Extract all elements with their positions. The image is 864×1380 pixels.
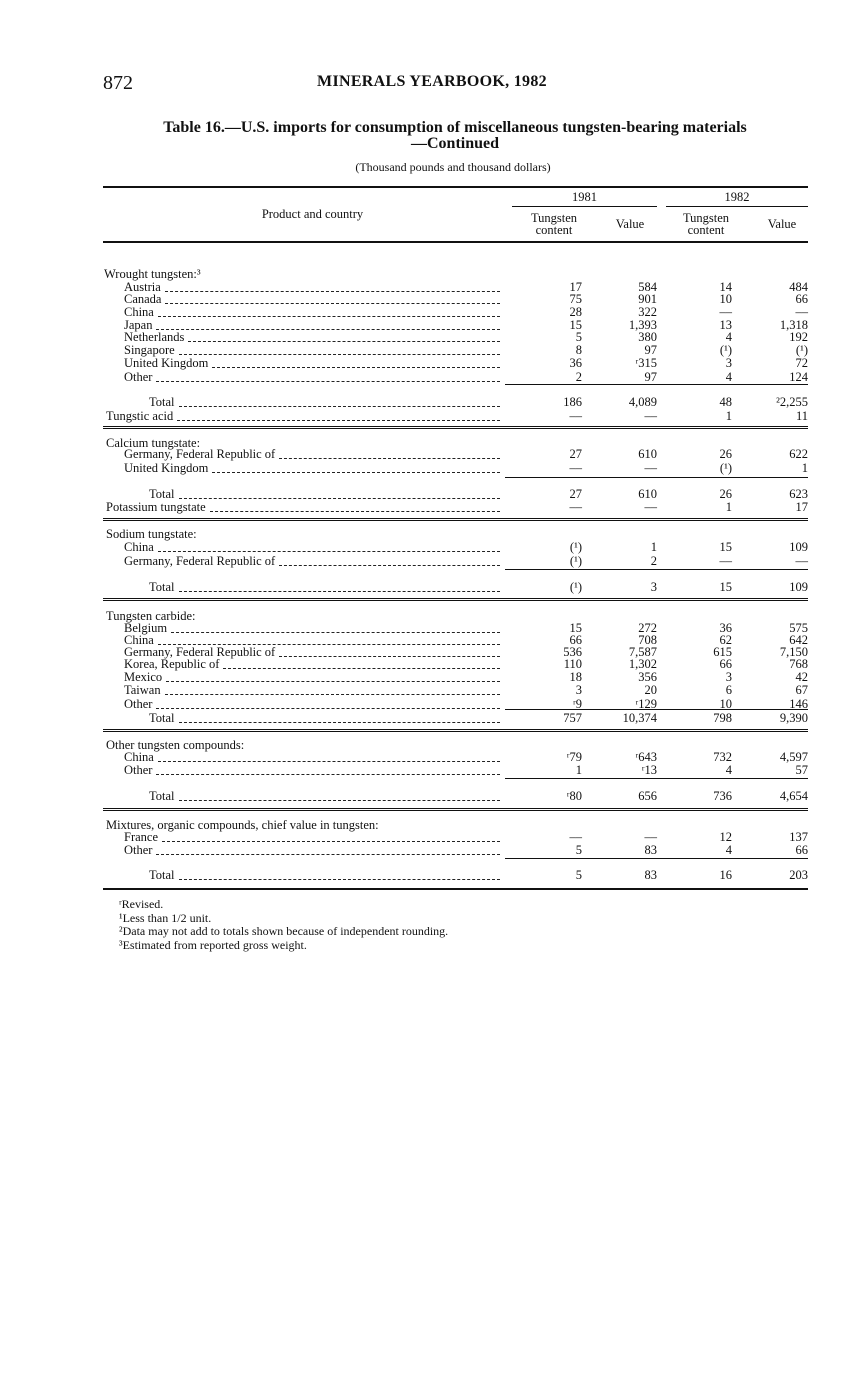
dot-leader bbox=[165, 303, 500, 304]
cell-c1: –– bbox=[569, 409, 582, 423]
table-rule bbox=[103, 808, 808, 811]
header-content-label: content bbox=[687, 223, 725, 237]
row-label: Wrought tungsten:³ bbox=[104, 267, 201, 281]
cell-c2: 97 bbox=[644, 370, 657, 384]
cell-c2: 380 bbox=[638, 330, 657, 344]
header-tungsten-content-1981 bbox=[512, 212, 596, 236]
row-label: Calcium tungstate: bbox=[106, 436, 201, 450]
cell-c1: –– bbox=[569, 461, 582, 475]
dot-leader bbox=[279, 656, 500, 657]
cell-c1: 5 bbox=[575, 868, 582, 882]
cell-c1: ʳ9 bbox=[573, 697, 582, 711]
cell-c2: 356 bbox=[638, 670, 657, 684]
cell-c3: 732 bbox=[713, 750, 732, 764]
dot-leader bbox=[171, 632, 500, 633]
row-label: Canada bbox=[124, 292, 162, 306]
dot-leader bbox=[179, 354, 500, 355]
cell-c3: –– bbox=[719, 305, 732, 319]
footnote-2: ²Data may not add to totals shown because of independent rounding. bbox=[119, 924, 449, 938]
cell-c3: 4 bbox=[725, 370, 732, 384]
table-rule bbox=[103, 426, 808, 429]
rule-top bbox=[103, 186, 808, 188]
cell-c2: 1,302 bbox=[628, 657, 657, 671]
cell-c1: 17 bbox=[569, 280, 582, 294]
cell-c4: 66 bbox=[795, 292, 808, 306]
cell-c4: 67 bbox=[795, 683, 808, 697]
row-label: Total bbox=[149, 868, 175, 882]
cell-c1: (¹) bbox=[569, 554, 582, 568]
cell-c4: 9,390 bbox=[779, 711, 808, 725]
cell-c4: 642 bbox=[789, 633, 808, 647]
cell-c2: 610 bbox=[638, 447, 657, 461]
dot-leader bbox=[279, 565, 500, 566]
cell-c3: 48 bbox=[719, 395, 732, 409]
dot-leader bbox=[158, 316, 500, 317]
cell-c2: 4,089 bbox=[628, 395, 657, 409]
table-row bbox=[0, 371, 864, 384]
row-label: Tungstic acid bbox=[106, 409, 174, 423]
cell-c4: 1,318 bbox=[779, 318, 808, 332]
table-title-line2: —Continued bbox=[410, 135, 500, 152]
cell-c2: 83 bbox=[644, 868, 657, 882]
dot-leader bbox=[165, 694, 500, 695]
dot-leader bbox=[179, 498, 500, 499]
dot-leader bbox=[212, 367, 500, 368]
footnote-revised: ʳRevised. bbox=[119, 897, 164, 911]
cell-c1: (¹) bbox=[569, 540, 582, 554]
cell-c2: –– bbox=[644, 409, 657, 423]
cell-c1: 75 bbox=[569, 292, 582, 306]
dot-leader bbox=[179, 722, 500, 723]
cell-c4: 7,150 bbox=[779, 645, 808, 659]
cell-c2: 322 bbox=[638, 305, 657, 319]
cell-c3: 1 bbox=[725, 409, 732, 423]
cell-c2: 656 bbox=[638, 789, 657, 803]
table-row bbox=[0, 448, 864, 461]
footnote-3: ³Estimated from reported gross weight. bbox=[119, 937, 307, 952]
row-label: Germany, Federal Republic of bbox=[124, 447, 276, 461]
table-rule bbox=[103, 888, 808, 890]
row-label: Netherlands bbox=[124, 330, 185, 344]
table-title bbox=[100, 120, 810, 152]
row-label: China bbox=[124, 540, 154, 554]
cell-c1: 28 bbox=[569, 305, 582, 319]
table-rule bbox=[505, 709, 808, 710]
cell-c3: 4 bbox=[725, 843, 732, 857]
table-rule bbox=[505, 569, 808, 570]
cell-c1: ʳ80 bbox=[566, 789, 582, 803]
cell-c4: 137 bbox=[789, 830, 808, 844]
cell-c4: 203 bbox=[789, 868, 808, 882]
dot-leader bbox=[162, 841, 500, 842]
cell-c1: 27 bbox=[569, 447, 582, 461]
cell-c1: 3 bbox=[575, 683, 582, 697]
dot-leader bbox=[156, 708, 500, 709]
cell-c3: 13 bbox=[719, 318, 732, 332]
row-label: Belgium bbox=[124, 621, 168, 635]
table-row bbox=[0, 869, 864, 882]
dot-leader bbox=[210, 511, 500, 512]
rule-1982 bbox=[666, 206, 808, 207]
cell-c4: 109 bbox=[789, 580, 808, 594]
cell-c2: 10,374 bbox=[622, 711, 657, 725]
cell-c2: –– bbox=[644, 461, 657, 475]
row-label: China bbox=[124, 305, 154, 319]
row-label: Other tungsten compounds: bbox=[106, 738, 245, 752]
cell-c2: ʳ315 bbox=[635, 356, 657, 370]
cell-c1: 27 bbox=[569, 487, 582, 501]
cell-c4: 42 bbox=[795, 670, 808, 684]
table-row bbox=[0, 555, 864, 568]
cell-c1: –– bbox=[569, 830, 582, 844]
cell-c2: 3 bbox=[650, 580, 657, 594]
row-label: Mexico bbox=[124, 670, 163, 684]
row-label: Other bbox=[124, 843, 153, 857]
rule-header-bottom bbox=[103, 241, 808, 243]
table-title-line1: Table 16.—U.S. imports for consumption of miscellaneous tungsten-bearing materials bbox=[163, 119, 747, 136]
cell-c2: 901 bbox=[638, 292, 657, 306]
header-tungsten-label: Tungsten bbox=[682, 211, 730, 225]
cell-c4: (¹) bbox=[795, 343, 808, 357]
dot-leader bbox=[223, 668, 500, 669]
page-number: 872 bbox=[103, 72, 133, 94]
cell-c3: 10 bbox=[719, 292, 732, 306]
row-label: Germany, Federal Republic of bbox=[124, 554, 276, 568]
cell-c3: (¹) bbox=[719, 343, 732, 357]
cell-c4: 66 bbox=[795, 843, 808, 857]
cell-c2: –– bbox=[644, 500, 657, 514]
cell-c2: ʳ643 bbox=[635, 750, 657, 764]
header-product-country: Product and country bbox=[261, 207, 364, 221]
cell-c2: 272 bbox=[638, 621, 657, 635]
dot-leader bbox=[156, 854, 500, 855]
dot-leader bbox=[179, 800, 500, 801]
row-label: Other bbox=[124, 370, 153, 384]
cell-c3: 736 bbox=[713, 789, 732, 803]
dot-leader bbox=[158, 761, 500, 762]
dot-leader bbox=[179, 406, 500, 407]
rule-1981 bbox=[512, 206, 657, 207]
cell-c4: 623 bbox=[789, 487, 808, 501]
cell-c3: –– bbox=[719, 554, 732, 568]
dot-leader bbox=[165, 291, 500, 292]
table-rule bbox=[103, 518, 808, 521]
cell-c2: 20 bbox=[644, 683, 657, 697]
cell-c4: 146 bbox=[789, 697, 808, 711]
header-value-1982: Value bbox=[767, 217, 797, 231]
cell-c3: 66 bbox=[719, 657, 732, 671]
cell-c2: 7,587 bbox=[628, 645, 657, 659]
table-row bbox=[0, 501, 864, 514]
cell-c4: 768 bbox=[789, 657, 808, 671]
cell-c2: ʳ13 bbox=[641, 763, 657, 777]
row-label: China bbox=[124, 750, 154, 764]
dot-leader bbox=[158, 551, 500, 552]
cell-c4: 575 bbox=[789, 621, 808, 635]
row-label: Total bbox=[149, 789, 175, 803]
row-label: Total bbox=[149, 580, 175, 594]
row-label: Total bbox=[149, 487, 175, 501]
cell-c3: 14 bbox=[719, 280, 732, 294]
row-label: Total bbox=[149, 711, 175, 725]
cell-c3: 15 bbox=[719, 540, 732, 554]
cell-c1: 36 bbox=[569, 356, 582, 370]
cell-c2: –– bbox=[644, 830, 657, 844]
cell-c4: 484 bbox=[789, 280, 808, 294]
cell-c2: 708 bbox=[638, 633, 657, 647]
cell-c1: –– bbox=[569, 500, 582, 514]
row-label: Germany, Federal Republic of bbox=[124, 645, 276, 659]
dot-leader bbox=[212, 472, 500, 473]
footnotes bbox=[119, 898, 448, 952]
row-label: Sodium tungstate: bbox=[106, 527, 197, 541]
cell-c4: 11 bbox=[795, 409, 808, 423]
dot-leader bbox=[156, 774, 500, 775]
table-rule bbox=[505, 778, 808, 779]
dot-leader bbox=[156, 381, 500, 382]
cell-c2: 610 bbox=[638, 487, 657, 501]
cell-c3: (¹) bbox=[719, 461, 732, 475]
row-label: Tungsten carbide: bbox=[106, 609, 196, 623]
row-label: Potassium tungstate bbox=[106, 500, 206, 514]
cell-c1: 757 bbox=[563, 711, 582, 725]
cell-c4: 4,597 bbox=[779, 750, 808, 764]
cell-c1: 2 bbox=[575, 370, 582, 384]
cell-c3: 15 bbox=[719, 580, 732, 594]
cell-c3: 26 bbox=[719, 447, 732, 461]
cell-c2: 584 bbox=[638, 280, 657, 294]
header-value-1981: Value bbox=[615, 217, 645, 231]
cell-c3: 12 bbox=[719, 830, 732, 844]
header-year-1982: 1982 bbox=[724, 190, 750, 204]
table-row bbox=[0, 541, 864, 554]
row-label: Other bbox=[124, 763, 153, 777]
cell-c2: 2 bbox=[650, 554, 657, 568]
cell-c1: 66 bbox=[569, 633, 582, 647]
cell-c3: 36 bbox=[719, 621, 732, 635]
table-row bbox=[0, 410, 864, 423]
row-label: France bbox=[124, 830, 159, 844]
cell-c1: 18 bbox=[569, 670, 582, 684]
cell-c1: ʳ79 bbox=[566, 750, 582, 764]
cell-c2: 97 bbox=[644, 343, 657, 357]
dot-leader bbox=[279, 458, 500, 459]
dot-leader bbox=[179, 879, 500, 880]
cell-c1: 5 bbox=[575, 330, 582, 344]
cell-c1: 110 bbox=[563, 657, 582, 671]
cell-c4: 57 bbox=[795, 763, 808, 777]
cell-c3: 4 bbox=[725, 763, 732, 777]
cell-c1: 1 bbox=[575, 763, 582, 777]
row-label: Taiwan bbox=[124, 683, 161, 697]
cell-c4: –– bbox=[795, 554, 808, 568]
table-rule bbox=[505, 384, 808, 385]
cell-c3: 62 bbox=[719, 633, 732, 647]
cell-c1: 8 bbox=[575, 343, 582, 357]
dot-leader bbox=[188, 341, 500, 342]
header-content-label: content bbox=[535, 223, 573, 237]
cell-c1: 186 bbox=[563, 395, 582, 409]
cell-c4: ²2,255 bbox=[776, 395, 808, 409]
row-label: China bbox=[124, 633, 154, 647]
header-year-1981: 1981 bbox=[572, 190, 597, 204]
table-subtitle: (Thousand pounds and thousand dollars) bbox=[355, 160, 551, 174]
cell-c1: (¹) bbox=[569, 580, 582, 594]
cell-c3: 615 bbox=[713, 645, 732, 659]
row-label: Austria bbox=[124, 280, 161, 294]
table-row bbox=[0, 462, 864, 475]
table-row bbox=[0, 684, 864, 697]
dot-leader bbox=[156, 329, 500, 330]
table-row bbox=[0, 790, 864, 803]
dot-leader bbox=[177, 420, 500, 421]
cell-c3: 798 bbox=[713, 711, 732, 725]
table-rule bbox=[505, 477, 808, 478]
cell-c2: 1 bbox=[650, 540, 657, 554]
table-row bbox=[0, 712, 864, 725]
cell-c1: 15 bbox=[569, 318, 582, 332]
table-row bbox=[0, 764, 864, 777]
cell-c4: –– bbox=[795, 305, 808, 319]
cell-c3: 26 bbox=[719, 487, 732, 501]
cell-c1: 15 bbox=[569, 621, 582, 635]
row-label: Singapore bbox=[124, 343, 175, 357]
table-rule bbox=[103, 598, 808, 601]
cell-c4: 622 bbox=[789, 447, 808, 461]
table-row bbox=[0, 844, 864, 857]
dot-leader bbox=[179, 591, 500, 592]
cell-c3: 6 bbox=[725, 683, 732, 697]
dot-leader bbox=[166, 681, 500, 682]
cell-c4: 4,654 bbox=[779, 789, 808, 803]
row-label: Korea, Republic of bbox=[124, 657, 220, 671]
header-tungsten-label: Tungsten bbox=[530, 211, 578, 225]
cell-c3: 1 bbox=[725, 500, 732, 514]
cell-c3: 3 bbox=[725, 356, 732, 370]
row-label: United Kingdom bbox=[124, 356, 209, 370]
row-label: United Kingdom bbox=[124, 461, 209, 475]
row-label: Mixtures, organic compounds, chief value in tungsten: bbox=[106, 818, 379, 832]
cell-c4: 1 bbox=[801, 461, 808, 475]
cell-c2: 83 bbox=[644, 843, 657, 857]
table-rule bbox=[505, 858, 808, 859]
table-row bbox=[0, 396, 864, 409]
table-row bbox=[0, 581, 864, 594]
header-tungsten-content-1982 bbox=[666, 212, 746, 236]
cell-c2: ʳ129 bbox=[635, 697, 657, 711]
cell-c3: 3 bbox=[725, 670, 732, 684]
cell-c4: 109 bbox=[789, 540, 808, 554]
running-head: MINERALS YEARBOOK, 1982 bbox=[317, 73, 547, 90]
table-row bbox=[0, 357, 864, 370]
row-label: Japan bbox=[124, 318, 153, 332]
table-rule bbox=[103, 729, 808, 732]
footnote-1: ¹Less than 1/2 unit. bbox=[119, 910, 212, 925]
cell-c4: 192 bbox=[789, 330, 808, 344]
cell-c2: 1,393 bbox=[628, 318, 657, 332]
cell-c4: 124 bbox=[789, 370, 808, 384]
cell-c3: 4 bbox=[725, 330, 732, 344]
cell-c1: 536 bbox=[563, 645, 582, 659]
row-label: Other bbox=[124, 697, 153, 711]
row-label: Total bbox=[149, 395, 175, 409]
cell-c3: 16 bbox=[719, 868, 732, 882]
cell-c1: 5 bbox=[575, 843, 582, 857]
cell-c3: 10 bbox=[719, 697, 732, 711]
cell-c4: 17 bbox=[795, 500, 808, 514]
cell-c4: 72 bbox=[795, 356, 808, 370]
